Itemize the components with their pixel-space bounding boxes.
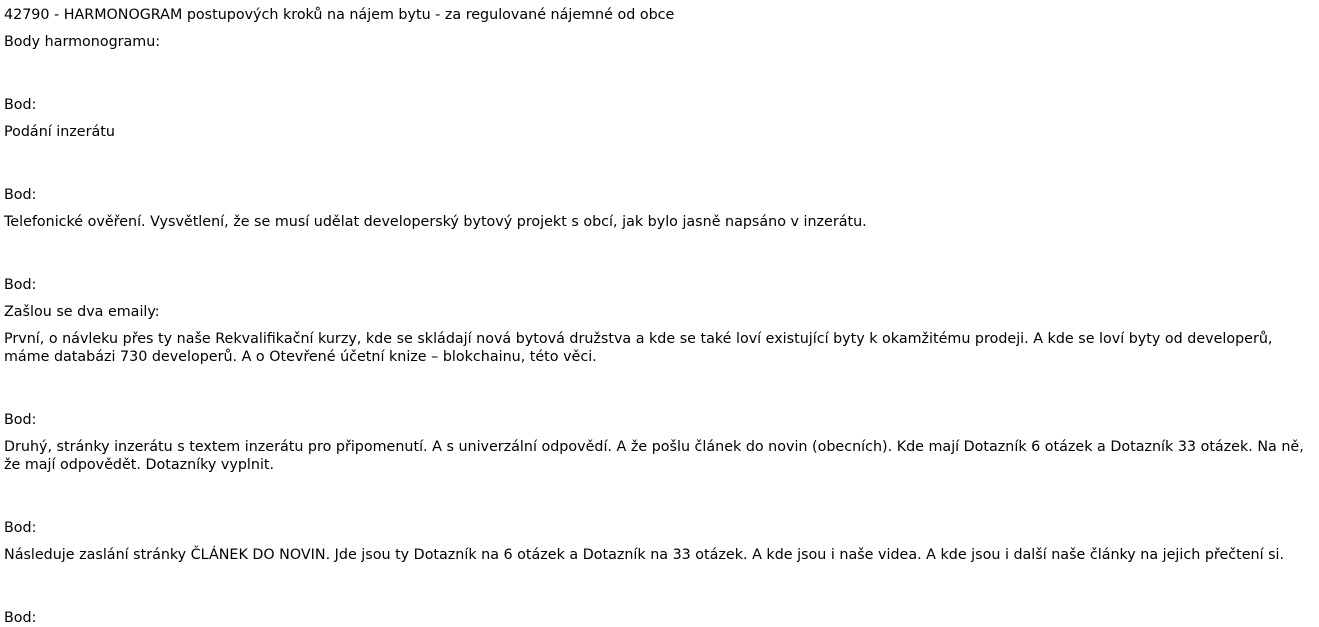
document-title: 42790 - HARMONOGRAM postupových kroků na nájem bytu - za regulované nájemné od obce (4, 7, 675, 23)
point-1 (4, 96, 1310, 141)
point-label: Bod: (4, 187, 37, 203)
point-6 (4, 609, 1310, 627)
point-2 (4, 186, 1310, 231)
point-label: Bod: (4, 97, 37, 113)
point-subheading: Zašlou se dva emaily: (4, 304, 160, 320)
document-body (4, 6, 1310, 627)
point-text: Telefonické ověření. Vysvětlení, že se musí udělat developerský bytový projekt s obcí, jak bylo jasně napsáno v inzerátu. (4, 214, 867, 230)
intro-text: Body harmonogramu: (4, 34, 161, 50)
point-label: Bod: (4, 610, 37, 626)
point-label: Bod: (4, 277, 37, 293)
point-text: První, o návleku přes ty naše Rekvalifikační kurzy, kde se skládají nová bytová družstva a kde se také loví existující byty k okamžitému prodeji. A kde se loví byty od developerů, máme databázi 730 developerů. A o Otevřené účetní knize – blokchainu, této věci. (4, 331, 1273, 365)
point-3 (4, 276, 1310, 366)
point-label: Bod: (4, 412, 37, 428)
point-text: Následuje zaslání stránky ČLÁNEK DO NOVIN. Jde jsou ty Dotazník na 6 otázek a Dotazník na 33 otázek. A kde jsou i naše videa. A kde jsou i další naše články na jejich přečtení si. (4, 547, 1285, 563)
point-5 (4, 519, 1310, 564)
point-4 (4, 411, 1310, 474)
point-text: Druhý, stránky inzerátu s textem inzerátu pro připomenutí. A s univerzální odpovědí. A že pošlu článek do novin (obecních). Kde mají Dotazník 6 otázek a Dotazník 33 otázek. Na ně, že mají odpovědět. Dotazníky vyplnit. (4, 439, 1304, 473)
point-label: Bod: (4, 520, 37, 536)
point-text: Podání inzerátu (4, 124, 115, 140)
